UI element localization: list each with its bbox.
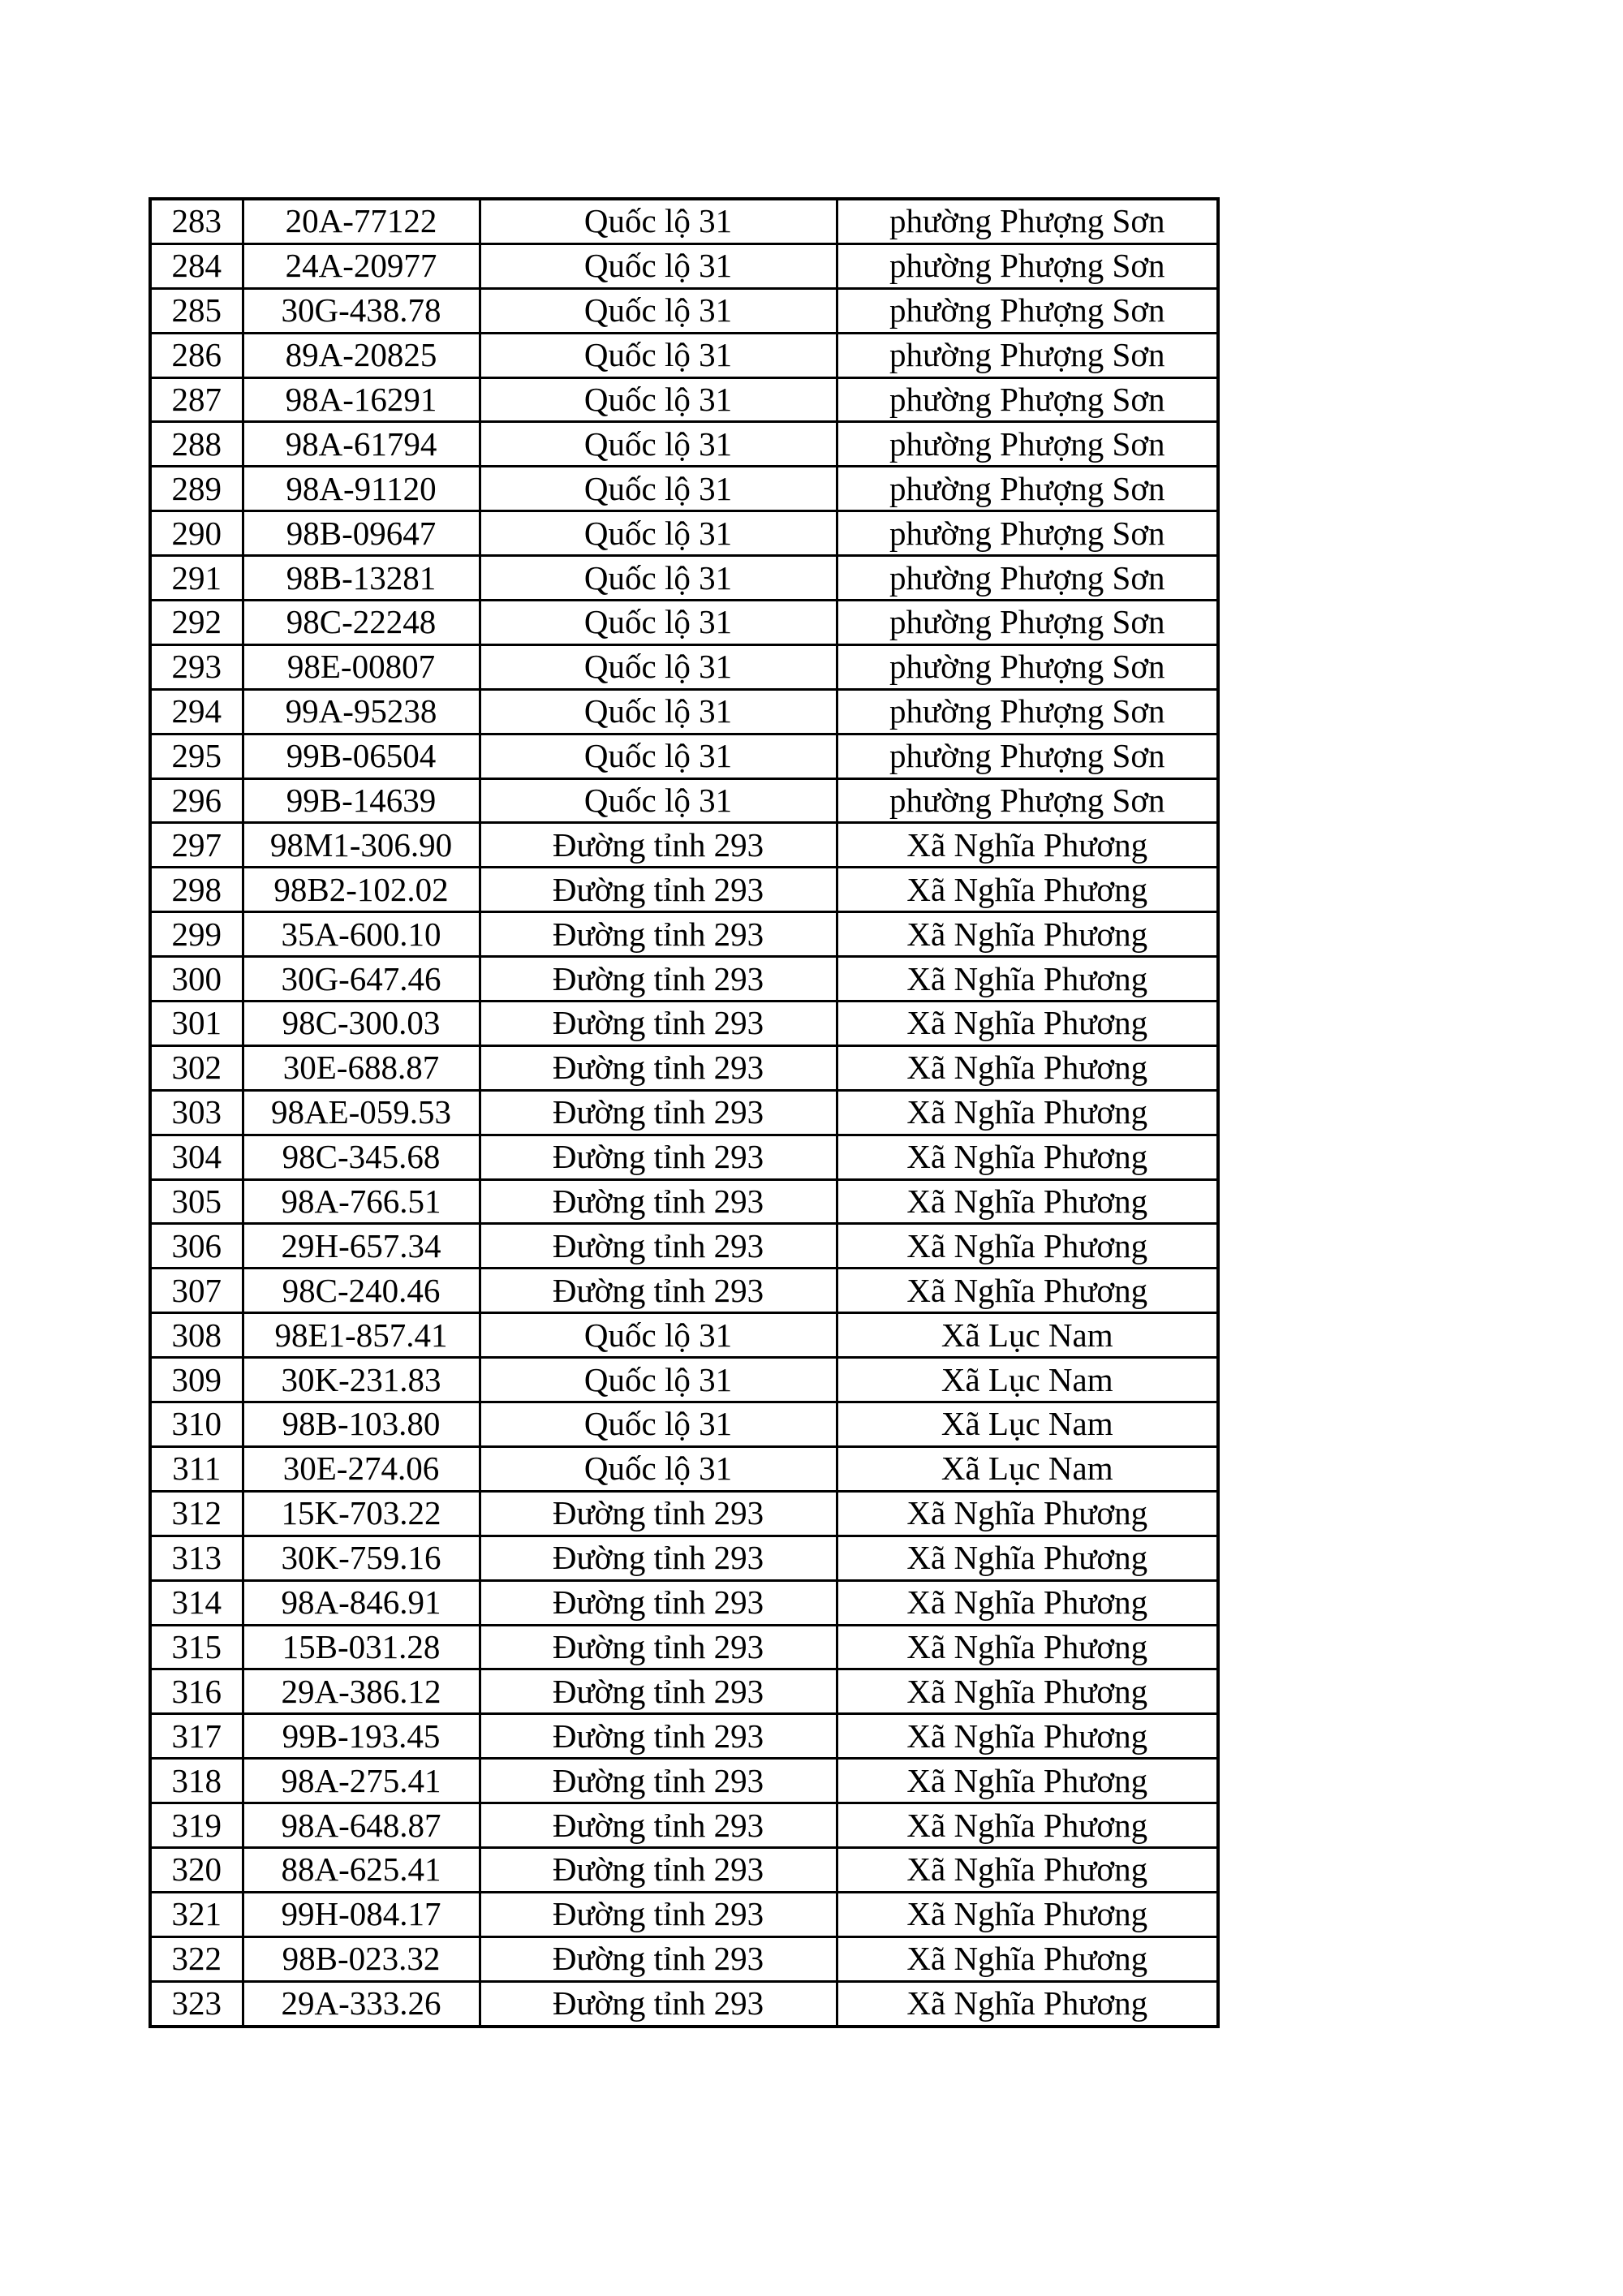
location-cell: phường Phượng Sơn [837,734,1218,778]
violation-table [149,197,1220,2028]
table-row [150,556,1218,601]
row-number-cell: 323 [150,1981,243,2026]
row-number-cell: 298 [150,868,243,912]
location-cell: Xã Nghĩa Phương [837,1536,1218,1580]
license-plate-cell: 20A-77122 [243,199,480,243]
location-cell: phường Phượng Sơn [837,377,1218,422]
license-plate-cell: 29A-333.26 [243,1981,480,2026]
table-row [150,734,1218,778]
table-row [150,1669,1218,1714]
license-plate-cell: 30K-759.16 [243,1536,480,1580]
location-cell: phường Phượng Sơn [837,333,1218,377]
table-row [150,1402,1218,1447]
location-cell: Xã Lục Nam [837,1402,1218,1447]
license-plate-cell: 98A-766.51 [243,1179,480,1224]
row-number-cell: 316 [150,1669,243,1714]
license-plate-cell: 98C-240.46 [243,1269,480,1313]
table-row [150,422,1218,467]
row-number-cell: 289 [150,467,243,511]
row-number-cell: 296 [150,778,243,823]
road-cell: Quốc lộ 31 [480,377,837,422]
table-row [150,823,1218,868]
table-row [150,511,1218,556]
road-cell: Đường tỉnh 293 [480,1224,837,1269]
row-number-cell: 315 [150,1625,243,1669]
location-cell: phường Phượng Sơn [837,644,1218,689]
road-cell: Đường tỉnh 293 [480,1536,837,1580]
location-cell: phường Phượng Sơn [837,556,1218,601]
row-number-cell: 303 [150,1090,243,1135]
row-number-cell: 299 [150,912,243,957]
road-cell: Đường tỉnh 293 [480,1491,837,1536]
location-cell: phường Phượng Sơn [837,511,1218,556]
table-row [150,1580,1218,1625]
license-plate-cell: 99H-084.17 [243,1892,480,1936]
location-cell: Xã Nghĩa Phương [837,1669,1218,1714]
license-plate-cell: 98M1-306.90 [243,823,480,868]
row-number-cell: 294 [150,689,243,734]
violation-table-body [150,199,1218,2027]
road-cell: Đường tỉnh 293 [480,1090,837,1135]
location-cell: Xã Nghĩa Phương [837,1892,1218,1936]
row-number-cell: 322 [150,1936,243,1981]
row-number-cell: 311 [150,1446,243,1491]
table-row [150,1090,1218,1135]
row-number-cell: 287 [150,377,243,422]
row-number-cell: 317 [150,1714,243,1759]
row-number-cell: 313 [150,1536,243,1580]
license-plate-cell: 98E1-857.41 [243,1313,480,1358]
table-row [150,689,1218,734]
row-number-cell: 290 [150,511,243,556]
table-row [150,1446,1218,1491]
location-cell: phường Phượng Sơn [837,243,1218,288]
row-number-cell: 293 [150,644,243,689]
table-row [150,199,1218,243]
row-number-cell: 306 [150,1224,243,1269]
location-cell: Xã Nghĩa Phương [837,1002,1218,1046]
row-number-cell: 284 [150,243,243,288]
row-number-cell: 291 [150,556,243,601]
road-cell: Đường tỉnh 293 [480,1580,837,1625]
table-row [150,1045,1218,1090]
license-plate-cell: 98A-91120 [243,467,480,511]
road-cell: Đường tỉnh 293 [480,1002,837,1046]
license-plate-cell: 89A-20825 [243,333,480,377]
location-cell: Xã Lục Nam [837,1446,1218,1491]
road-cell: Đường tỉnh 293 [480,1981,837,2026]
table-row [150,377,1218,422]
road-cell: Quốc lộ 31 [480,644,837,689]
table-row [150,1803,1218,1848]
license-plate-cell: 30E-688.87 [243,1045,480,1090]
table-row [150,1358,1218,1402]
license-plate-cell: 88A-625.41 [243,1847,480,1892]
table-row [150,1135,1218,1179]
location-cell: Xã Nghĩa Phương [837,1045,1218,1090]
table-row [150,333,1218,377]
road-cell: Đường tỉnh 293 [480,868,837,912]
row-number-cell: 314 [150,1580,243,1625]
license-plate-cell: 99B-193.45 [243,1714,480,1759]
location-cell: Xã Nghĩa Phương [837,1981,1218,2026]
location-cell: Xã Nghĩa Phương [837,1759,1218,1803]
table-row [150,1491,1218,1536]
road-cell: Quốc lộ 31 [480,778,837,823]
road-cell: Quốc lộ 31 [480,467,837,511]
license-plate-cell: 98A-61794 [243,422,480,467]
table-row [150,1759,1218,1803]
table-row [150,1714,1218,1759]
license-plate-cell: 24A-20977 [243,243,480,288]
license-plate-cell: 15B-031.28 [243,1625,480,1669]
license-plate-cell: 99B-14639 [243,778,480,823]
license-plate-cell: 98B-023.32 [243,1936,480,1981]
row-number-cell: 309 [150,1358,243,1402]
row-number-cell: 301 [150,1002,243,1046]
license-plate-cell: 98B-103.80 [243,1402,480,1447]
road-cell: Quốc lộ 31 [480,689,837,734]
road-cell: Đường tỉnh 293 [480,957,837,1002]
license-plate-cell: 15K-703.22 [243,1491,480,1536]
license-plate-cell: 29H-657.34 [243,1224,480,1269]
row-number-cell: 286 [150,333,243,377]
row-number-cell: 304 [150,1135,243,1179]
row-number-cell: 297 [150,823,243,868]
location-cell: Xã Nghĩa Phương [837,957,1218,1002]
road-cell: Quốc lộ 31 [480,243,837,288]
location-cell: Xã Nghĩa Phương [837,1269,1218,1313]
license-plate-cell: 30K-231.83 [243,1358,480,1402]
road-cell: Quốc lộ 31 [480,422,837,467]
road-cell: Quốc lộ 31 [480,333,837,377]
row-number-cell: 300 [150,957,243,1002]
row-number-cell: 319 [150,1803,243,1848]
row-number-cell: 288 [150,422,243,467]
road-cell: Đường tỉnh 293 [480,1625,837,1669]
row-number-cell: 320 [150,1847,243,1892]
row-number-cell: 321 [150,1892,243,1936]
table-row [150,1224,1218,1269]
location-cell: phường Phượng Sơn [837,422,1218,467]
road-cell: Quốc lộ 31 [480,1446,837,1491]
license-plate-cell: 98B2-102.02 [243,868,480,912]
row-number-cell: 318 [150,1759,243,1803]
table-row [150,1625,1218,1669]
license-plate-cell: 98A-648.87 [243,1803,480,1848]
table-row [150,288,1218,333]
location-cell: Xã Nghĩa Phương [837,1936,1218,1981]
table-row [150,1313,1218,1358]
table-row [150,778,1218,823]
road-cell: Đường tỉnh 293 [480,1135,837,1179]
road-cell: Đường tỉnh 293 [480,1669,837,1714]
row-number-cell: 308 [150,1313,243,1358]
table-row [150,601,1218,645]
license-plate-cell: 99B-06504 [243,734,480,778]
license-plate-cell: 98C-22248 [243,601,480,645]
location-cell: phường Phượng Sơn [837,778,1218,823]
road-cell: Quốc lộ 31 [480,1358,837,1402]
license-plate-cell: 98B-13281 [243,556,480,601]
license-plate-cell: 98A-275.41 [243,1759,480,1803]
road-cell: Đường tỉnh 293 [480,1936,837,1981]
license-plate-cell: 98AE-059.53 [243,1090,480,1135]
table-row [150,1002,1218,1046]
location-cell: Xã Nghĩa Phương [837,823,1218,868]
table-row [150,1269,1218,1313]
table-row [150,467,1218,511]
table-row [150,1981,1218,2026]
table-row [150,1179,1218,1224]
table-row [150,1847,1218,1892]
row-number-cell: 312 [150,1491,243,1536]
location-cell: Xã Nghĩa Phương [837,1714,1218,1759]
license-plate-cell: 30E-274.06 [243,1446,480,1491]
license-plate-cell: 98B-09647 [243,511,480,556]
road-cell: Đường tỉnh 293 [480,1269,837,1313]
table-row [150,1536,1218,1580]
license-plate-cell: 35A-600.10 [243,912,480,957]
table-row [150,868,1218,912]
location-cell: Xã Nghĩa Phương [837,1179,1218,1224]
location-cell: Xã Nghĩa Phương [837,1224,1218,1269]
road-cell: Quốc lộ 31 [480,1402,837,1447]
location-cell: Xã Lục Nam [837,1358,1218,1402]
table-row [150,1892,1218,1936]
road-cell: Quốc lộ 31 [480,734,837,778]
location-cell: Xã Nghĩa Phương [837,1625,1218,1669]
road-cell: Quốc lộ 31 [480,601,837,645]
row-number-cell: 305 [150,1179,243,1224]
license-plate-cell: 98A-846.91 [243,1580,480,1625]
row-number-cell: 310 [150,1402,243,1447]
location-cell: Xã Nghĩa Phương [837,1135,1218,1179]
location-cell: Xã Nghĩa Phương [837,1580,1218,1625]
location-cell: Xã Nghĩa Phương [837,1491,1218,1536]
row-number-cell: 285 [150,288,243,333]
road-cell: Đường tỉnh 293 [480,1045,837,1090]
license-plate-cell: 30G-647.46 [243,957,480,1002]
table-row [150,957,1218,1002]
location-cell: phường Phượng Sơn [837,689,1218,734]
license-plate-cell: 29A-386.12 [243,1669,480,1714]
road-cell: Quốc lộ 31 [480,288,837,333]
license-plate-cell: 30G-438.78 [243,288,480,333]
road-cell: Quốc lộ 31 [480,511,837,556]
location-cell: Xã Nghĩa Phương [837,912,1218,957]
location-cell: Xã Lục Nam [837,1313,1218,1358]
table-row [150,243,1218,288]
location-cell: Xã Nghĩa Phương [837,1847,1218,1892]
table-row [150,644,1218,689]
location-cell: phường Phượng Sơn [837,601,1218,645]
license-plate-cell: 98E-00807 [243,644,480,689]
location-cell: phường Phượng Sơn [837,199,1218,243]
location-cell: phường Phượng Sơn [837,467,1218,511]
table-row [150,912,1218,957]
road-cell: Đường tỉnh 293 [480,1847,837,1892]
road-cell: Đường tỉnh 293 [480,1179,837,1224]
location-cell: Xã Nghĩa Phương [837,868,1218,912]
road-cell: Đường tỉnh 293 [480,1803,837,1848]
license-plate-cell: 98C-345.68 [243,1135,480,1179]
row-number-cell: 302 [150,1045,243,1090]
location-cell: Xã Nghĩa Phương [837,1803,1218,1848]
road-cell: Quốc lộ 31 [480,556,837,601]
location-cell: phường Phượng Sơn [837,288,1218,333]
location-cell: Xã Nghĩa Phương [837,1090,1218,1135]
table-row [150,1936,1218,1981]
row-number-cell: 292 [150,601,243,645]
row-number-cell: 295 [150,734,243,778]
license-plate-cell: 98A-16291 [243,377,480,422]
road-cell: Đường tỉnh 293 [480,823,837,868]
road-cell: Đường tỉnh 293 [480,1892,837,1936]
road-cell: Đường tỉnh 293 [480,1714,837,1759]
road-cell: Đường tỉnh 293 [480,1759,837,1803]
road-cell: Đường tỉnh 293 [480,912,837,957]
road-cell: Quốc lộ 31 [480,199,837,243]
row-number-cell: 283 [150,199,243,243]
license-plate-cell: 99A-95238 [243,689,480,734]
license-plate-cell: 98C-300.03 [243,1002,480,1046]
row-number-cell: 307 [150,1269,243,1313]
road-cell: Quốc lộ 31 [480,1313,837,1358]
